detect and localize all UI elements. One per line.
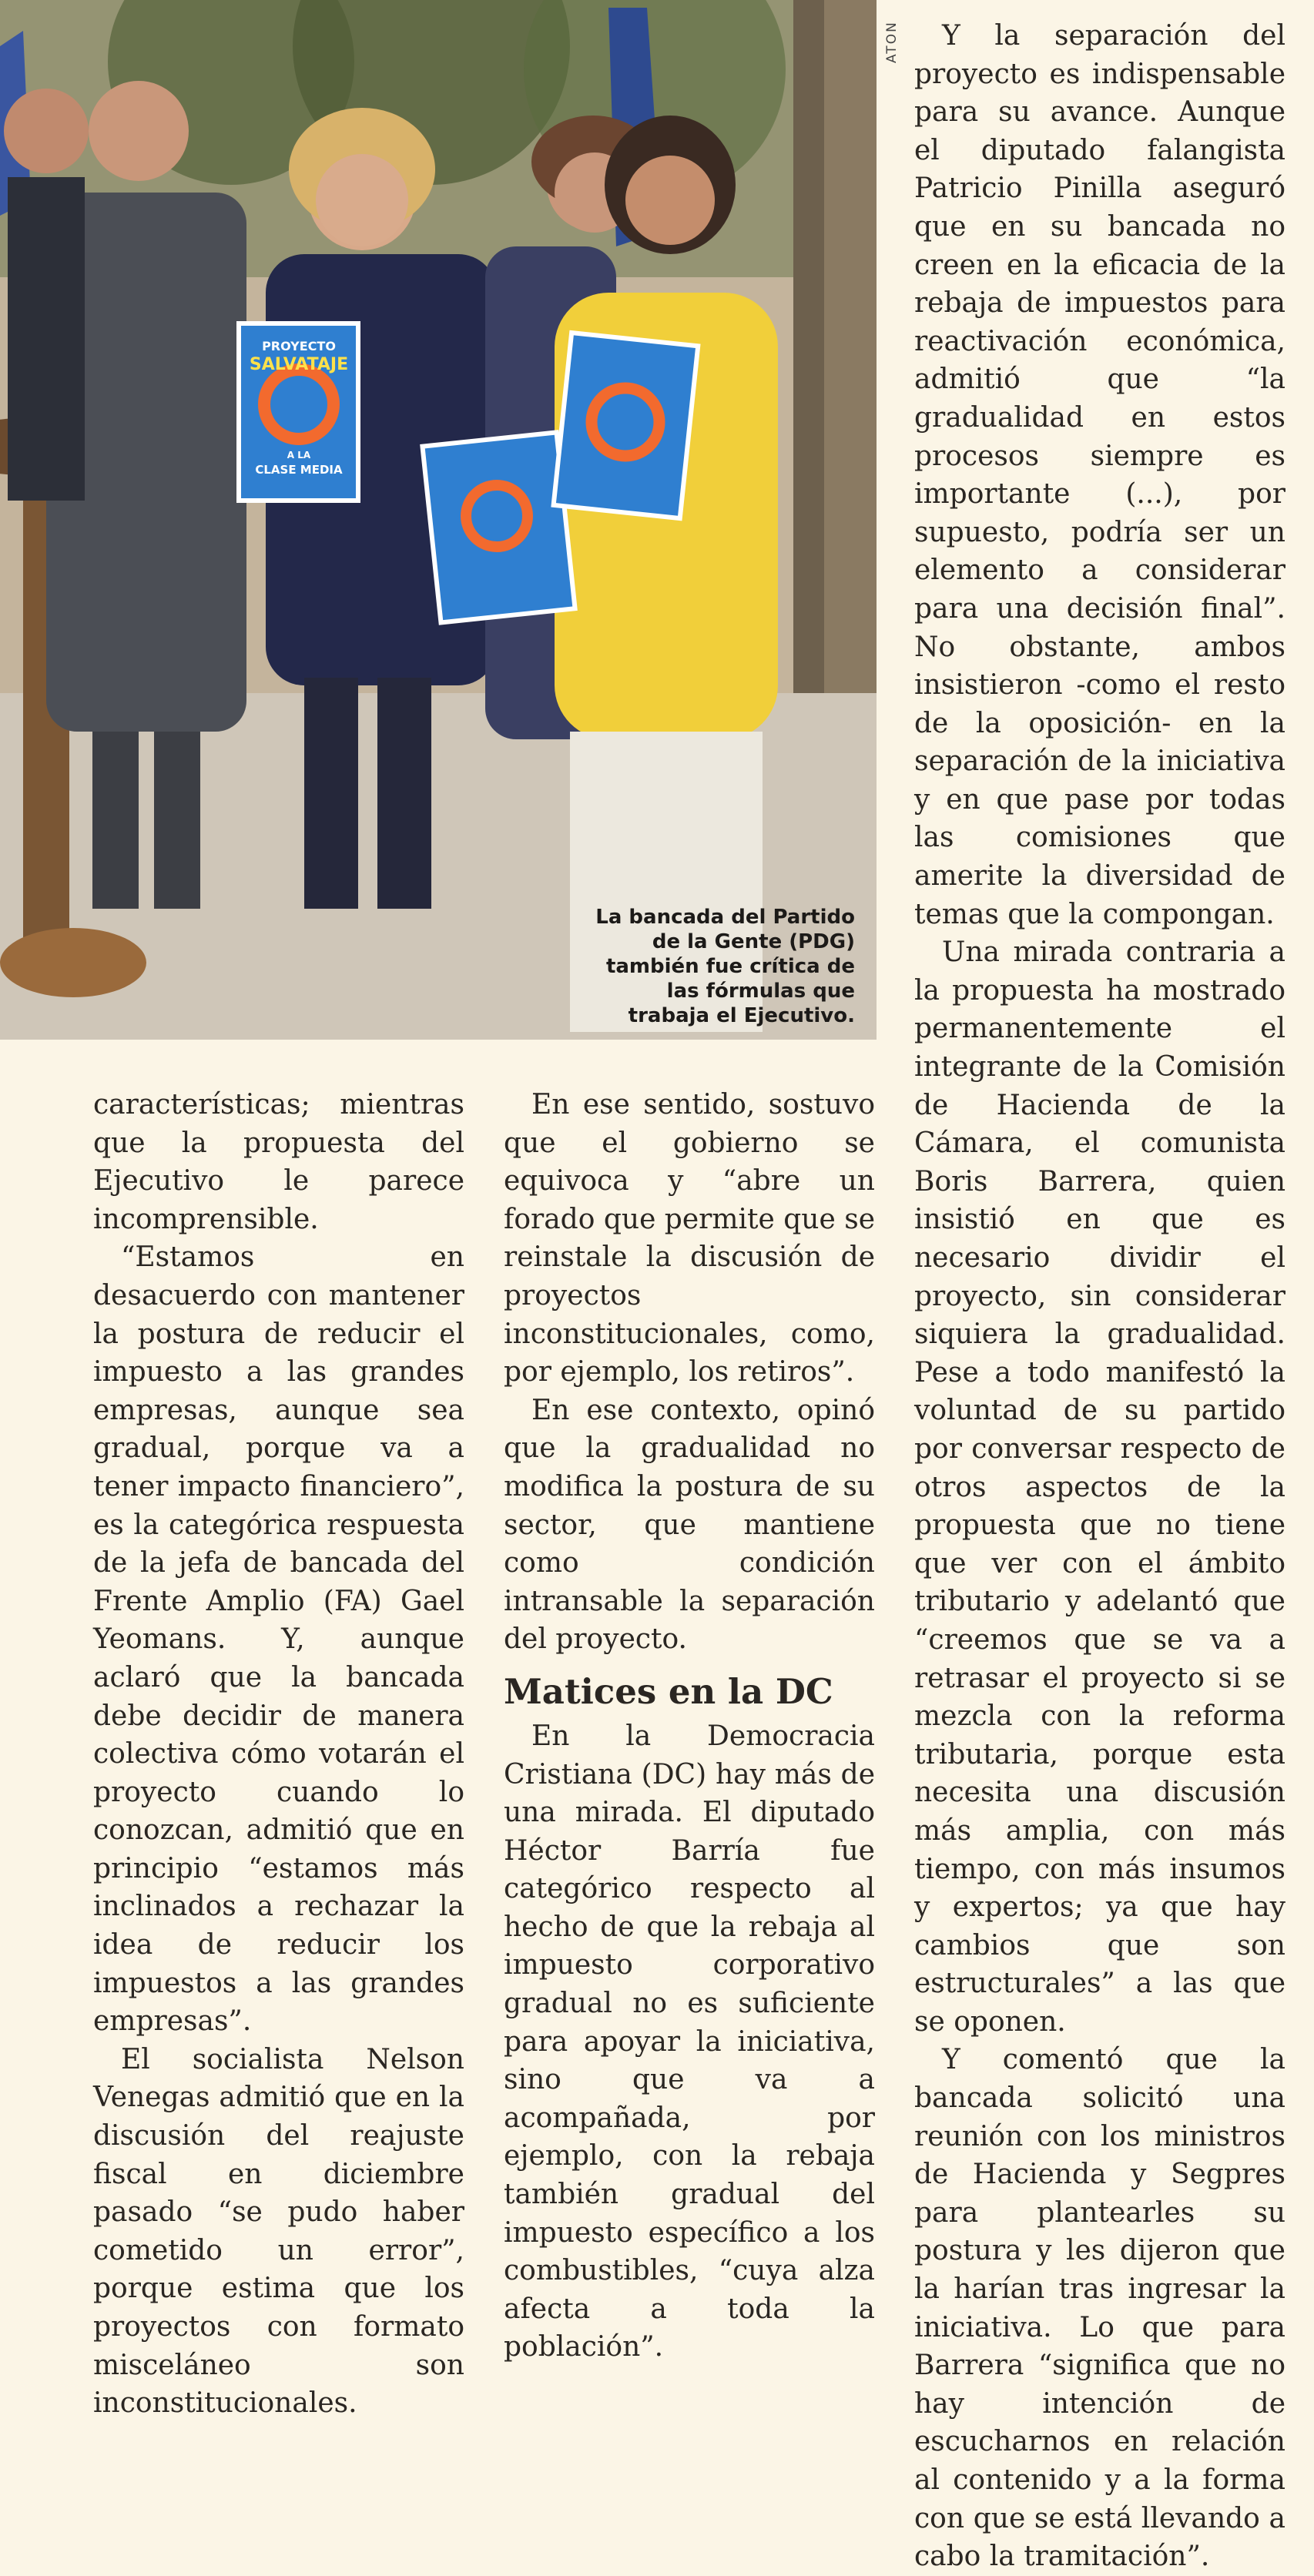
paragraph: Una mirada contraria a la propuesta ha mostrado permanentemente el integrante de la Comisión de Hacienda de la Cámara, el comunista Boris Barrera, quien insistió en que es necesario dividir el proyecto, sin considerar siquiera la gradualidad. Pese a todo manifestó la voluntad de su partido por conversar respecto de otros aspectos de la propuesta que no tiene que ver con el ámbito tributario y adelantó que “creemos que se va a retrasar el proyecto si se mezcla con la reforma tributaria, porque esta necesita una discusión más amplia, con más tiempo, con más insumos y expertos; ya que hay cambios que son estructurales” a las que se oponen. (914, 936, 1286, 2038)
paragraph: características; mientras que la propuesta del Ejecutivo le parece incomprensible. (93, 1089, 464, 1235)
paragraph: En ese sentido, sostuvo que el gobierno se equivoca y “abre un forado que permite que se reinstale la discusión de proyectos inconstitucionales, como, por ejemplo, los retiros”. (504, 1089, 875, 1388)
section-subheading: Matices en la DC (504, 1670, 833, 1712)
photo-caption: La bancada del Partido de la Gente (PDG) también fue crítica de las fórmulas que trabaja el Ejecutivo. (595, 906, 855, 1027)
article-column-1 (93, 1086, 464, 2423)
poster-sub2-1: CLASE MEDIA (255, 463, 343, 477)
press-photo-illustration (0, 0, 877, 1040)
paragraph: “Estamos en desacuerdo con mantener la postura de reducir el impuesto a las grandes empresas, aunque sea gradual, porque va a tener impacto financiero”, es la categórica respuesta de la jefa de bancada del Frente Amplio (FA) Gael Yeomans. Y, aunque aclaró que la bancada debe decidir de manera colectiva cómo votarán el proyecto cuando lo conozcan, admitió que en principio “estamos más inclinados a rechazar la idea de reducir los impuestos a las grandes empresas”. (93, 1241, 464, 2038)
poster-sub-1: A LA (287, 450, 311, 461)
poster-2 (422, 432, 575, 622)
paragraph: En la Democracia Cristiana (DC) hay más de una mirada. El diputado Héctor Barría fue categórico respecto al hecho de que la rebaja al impuesto corporativo gradual no es suficiente para apoyar la iniciativa, sino que va a acompañada, por ejemplo, con la rebaja también gradual del impuesto específico a los combustibles, “cuya alza afecta a toda la población”. (504, 1720, 875, 2363)
press-photo (0, 0, 877, 1040)
article-column-3 (914, 17, 1286, 2576)
article-column-2 (504, 1086, 875, 2367)
paragraph: Y comentó que la bancada solicitó una reunión con los ministros de Hacienda y Segpres para plantearles su postura y les dijeron que la harían tras ingresar la iniciativa. Lo que para Barrera “significa que no hay intención de escucharnos en relación al contenido y a la forma con que se está llevando a cabo la tramitación”. (914, 2044, 1286, 2573)
poster-label-1: PROYECTO (262, 339, 336, 353)
photo-credit: ATON (884, 21, 900, 63)
paragraph: El socialista Nelson Venegas admitió que en la discusión del reajuste fiscal en diciembre pasado “se pudo haber cometido un error”, porque estima que los proyectos con formato misceláneo son inconstitucionales. (93, 2043, 464, 2420)
paragraph: En ese contexto, opinó que la gradualidad no modifica la postura de su sector, que mantiene como condición intransable la separación del proyecto. (504, 1394, 875, 1656)
paragraph: Y la separación del proyecto es indispensable para su avance. Aunque el diputado falangista Patricio Pinilla aseguró que en su bancada no creen en la eficacia de la rebaja de impuestos para reactivación económica, admitió que “la gradualidad en estos procesos siempre es importante (...), por supuesto, podría ser un elemento a considerar para una decisión final”. No obstante, ambos insistieron -como el resto de la oposición- en la separación de la iniciativa y en que pase por todas las comisiones que amerite la diversidad de temas que la compongan. (914, 20, 1286, 930)
poster-title-1: SALVATAJE (249, 355, 349, 374)
poster-3 (554, 333, 699, 518)
